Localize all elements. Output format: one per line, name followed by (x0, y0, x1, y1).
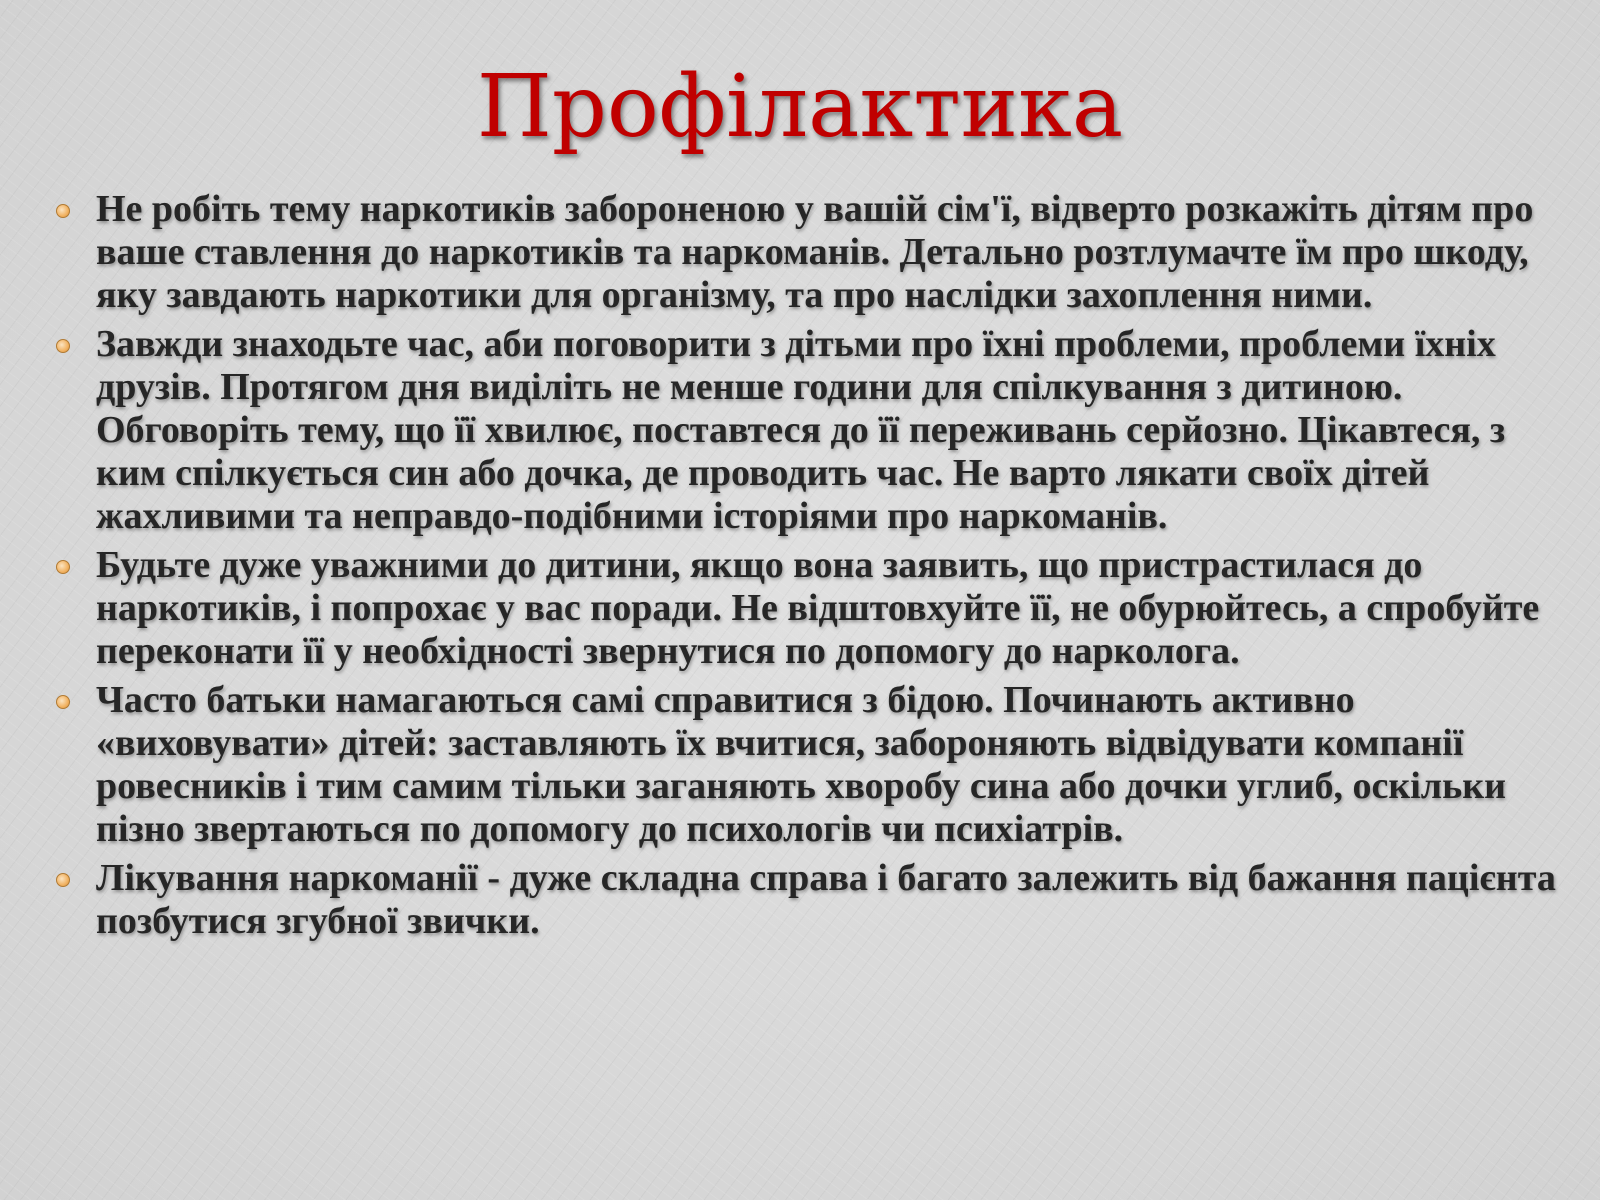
list-item (48, 857, 1568, 943)
bullet-icon (56, 873, 70, 887)
list-item (48, 544, 1568, 673)
bullet-text: Завжди знаходьте час, аби поговорити з дітьми про їхні проблеми, проблеми їхніх друзів. Протягом дня виділіть не менше години для спілкування з дитиною. Обговоріть тему, що її хвилює, поставтеся до її переживань серйозно. Цікавтеся, з ким спілкується син або дочка, де проводить час. Не варто лякати своїх дітей жахливими та неправдо-подібними історіями про наркоманів. (96, 323, 1506, 537)
bullet-icon (56, 695, 70, 709)
slide-title: Профілактика (476, 57, 1124, 157)
bullet-icon (56, 204, 70, 218)
list-item (48, 323, 1568, 538)
list-item (48, 679, 1568, 851)
bullet-text: Часто батьки намагаються самі справитися з бідою. Починають активно «виховувати» дітей: заставляють їх вчитися, забороняють відвідувати компанії ровесників і тим самим тільки заганяють хворобу сина або дочки углиб, оскільки пізно звертаються по допомогу до психологів чи психіатрів. (96, 679, 1506, 850)
bullet-text: Лікування наркоманії - дуже складна справа і багато залежить від бажання пацієнта позбутися згубної звички. (96, 857, 1556, 942)
bullet-text: Будьте дуже уважними до дитини, якщо вона заявить, що пристрастилася до наркотиків, і попрохає у вас поради. Не відштовхуйте її, не обурюйтесь, а спробуйте переконати її у необхідності звернутися по допомогу до нарколога. (96, 544, 1540, 672)
list-item (48, 188, 1568, 317)
bullet-text: Не робіть тему наркотиків забороненою у вашій сім'ї, відверто розкажіть дітям про ваше ставлення до наркотиків та наркоманів. Детально розтлумачте їм про шкоду, яку завдають наркотики для організму, та про наслідки захоплення ними. (96, 188, 1534, 316)
bullet-icon (56, 560, 70, 574)
bullet-icon (56, 339, 70, 353)
bullet-list (48, 188, 1568, 949)
